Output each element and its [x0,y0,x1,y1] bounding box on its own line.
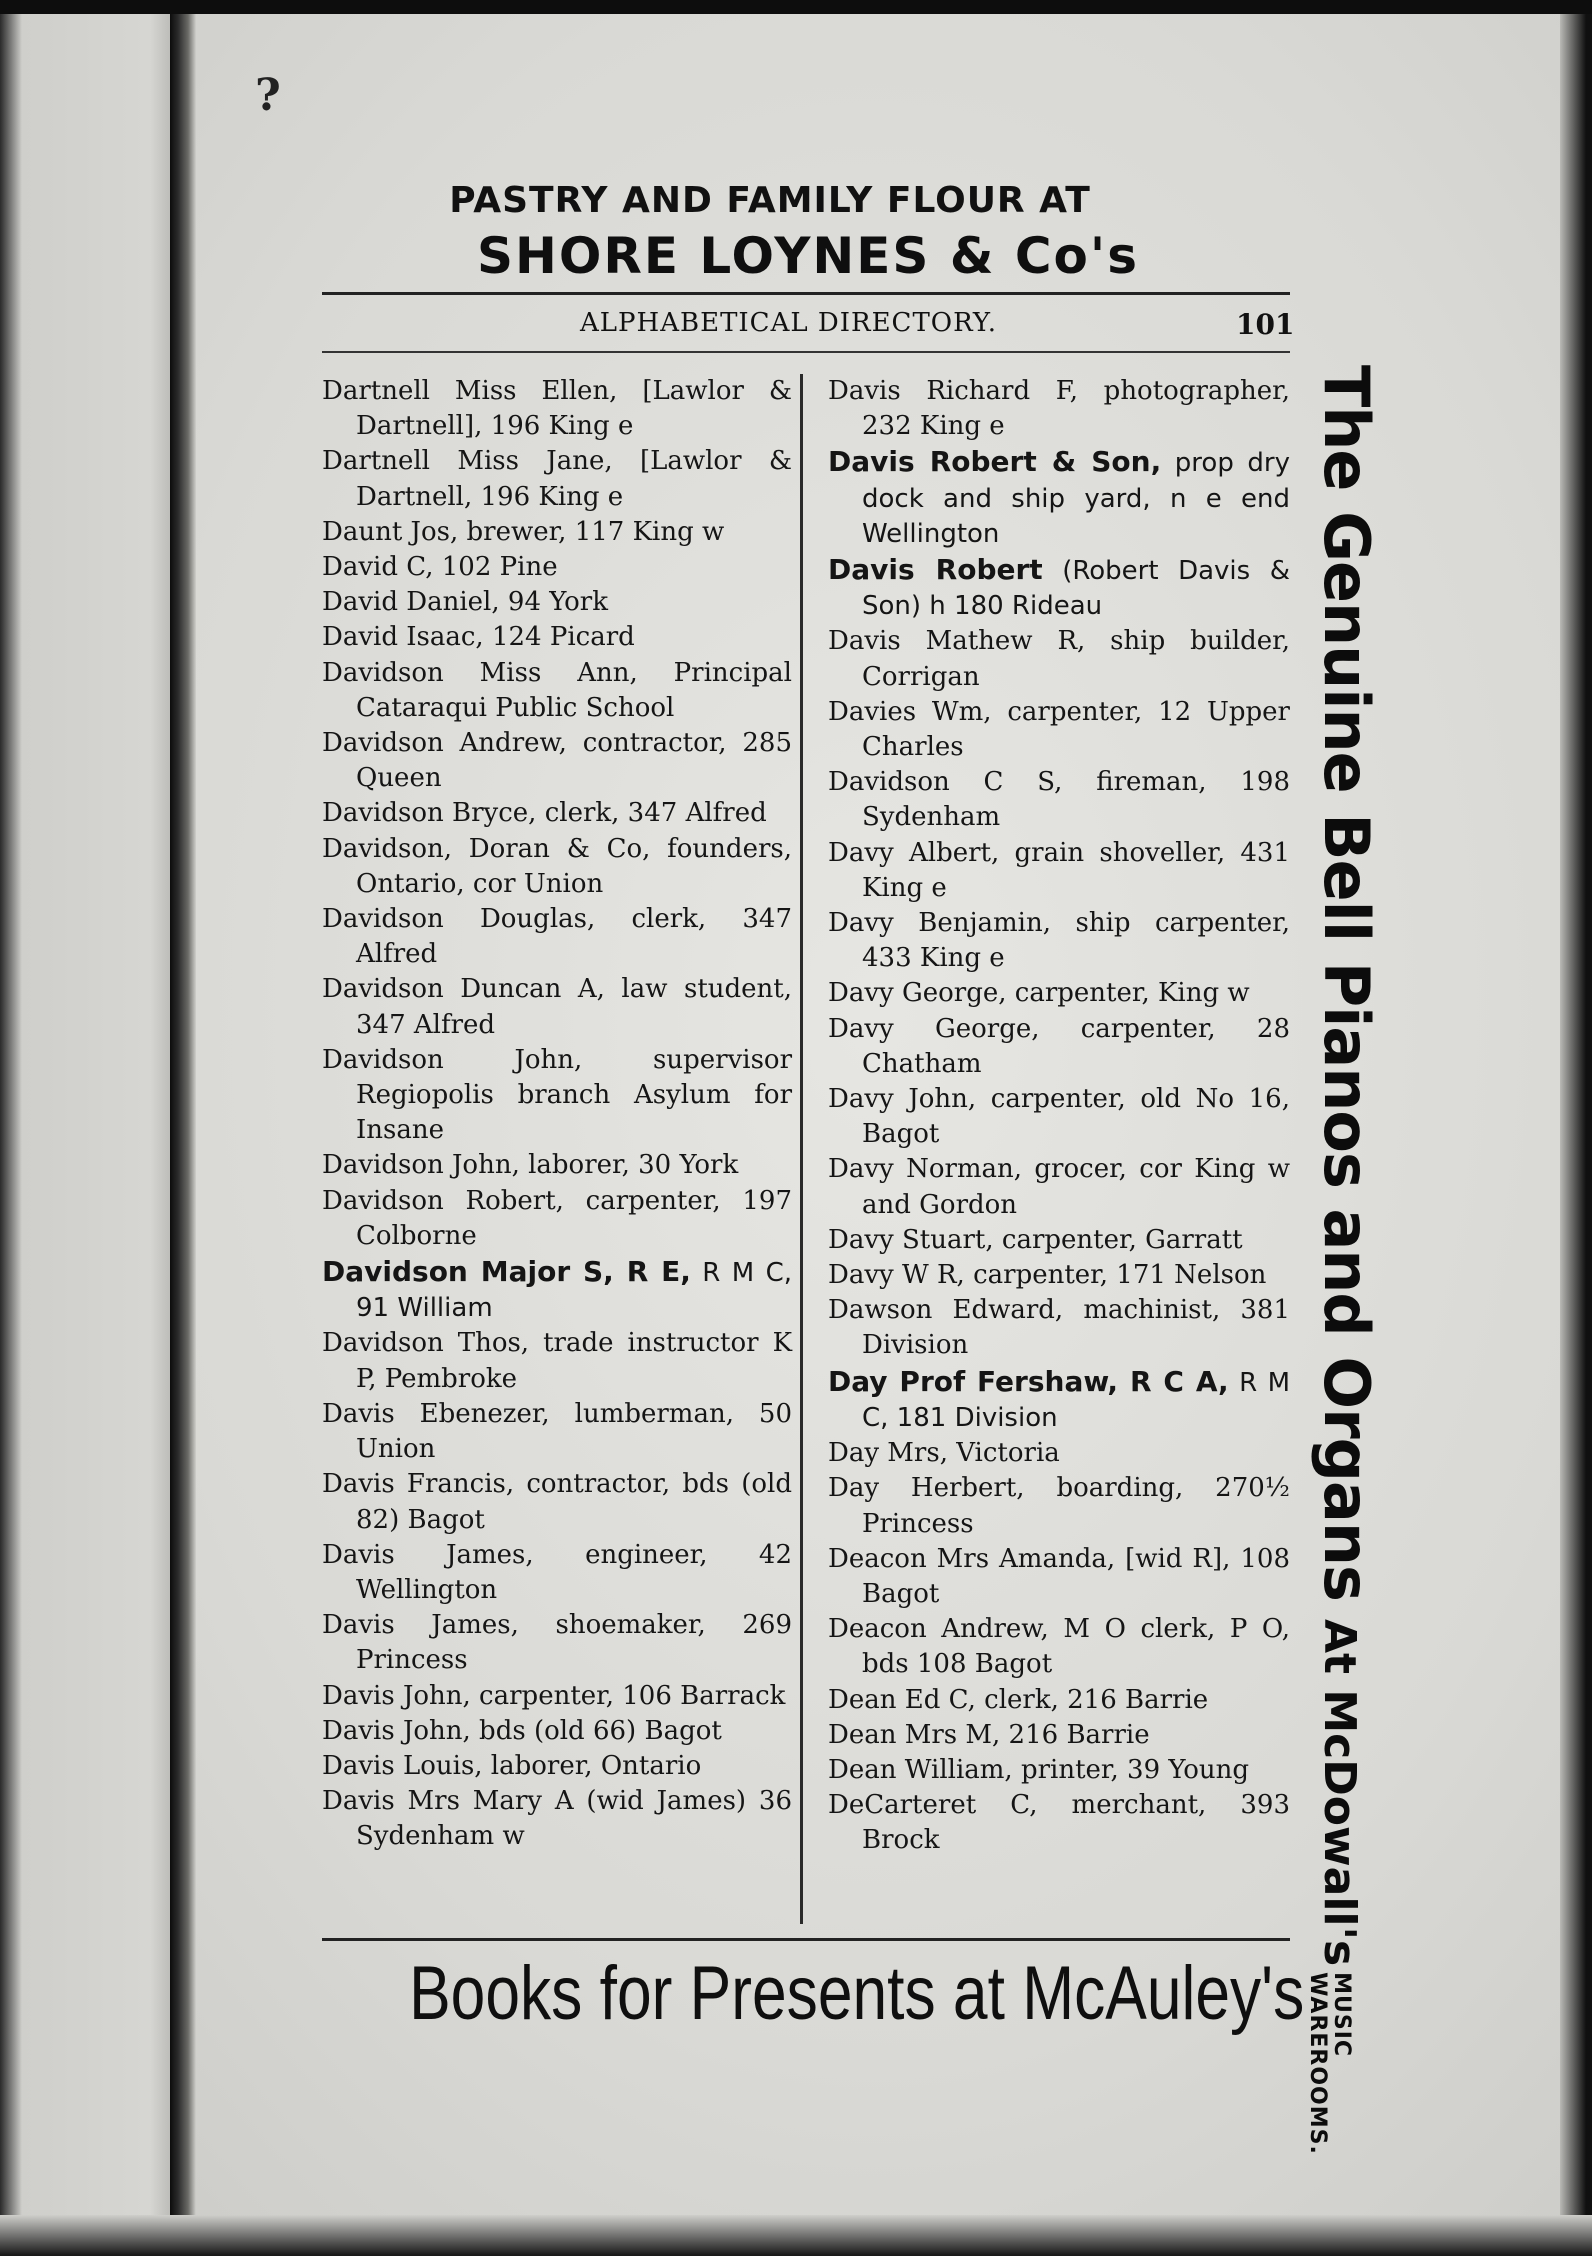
directory-entry: Davy W R, carpenter, 171 Nelson [828,1260,1267,1291]
directory-entry [828,1364,1290,1436]
directory-entry: Davis Ebenezer, lumberman, 50 Union [322,1398,792,1465]
directory-entry: Davy Albert, grain shoveller, 431 King e [828,837,1290,903]
directory-entry: David Isaac, 124 Picard [322,622,635,653]
directory-entry: Davis Mathew R, ship builder, Corrigan [828,626,1290,692]
directory-entry: Day Mrs, Victoria [828,1438,1060,1469]
entry-details: prop dry dock and ship yard, n e end Wellington [862,448,1290,549]
directory-entry: Davidson Andrew, contractor, 285 Queen [322,728,792,794]
directory-entry: Davis John, bds (old 66) Bagot [322,1715,722,1746]
directory-entry: Dawson Edward, machinist, 381 Division [828,1295,1290,1361]
directory-entry: Davis James, shoemaker, 269 Princess [322,1610,792,1676]
directory-entry: Davy Norman, grocer, cor King w and Gordon [828,1154,1290,1220]
left-column [322,374,792,1855]
subheader-rule [322,351,1290,353]
directory-entry: Deacon Mrs Amanda, [wid R], 108 Bagot [828,1543,1290,1609]
footer-rule [322,1938,1290,1941]
header-flour-ad: PASTRY AND FAMILY FLOUR AT [449,180,1091,221]
directory-entry: Davidson John, supervisor Regiopolis branch Asylum for Insane [322,1044,792,1146]
directory-entry: Davidson Bryce, clerk, 347 Alfred [322,798,767,829]
side-advert-line1: MUSIC [1329,1972,1355,2058]
directory-entry: David Daniel, 94 York [322,587,608,618]
right-column [828,374,1290,1859]
directory-entry: Davidson, Doran & Co, founders, Ontario, cor Union [322,833,792,899]
directory-entry: Davidson Thos, trade instructor K P, Pembroke [322,1328,792,1394]
directory-entry: Davidson C S, fireman, 198 Sydenham [828,767,1290,833]
directory-entry: Dartnell Miss Ellen, [Lawlor & Dartnell], 196 King e [322,376,792,442]
entry-name: Day Prof Fershaw, R C A, [828,1364,1229,1398]
footer-advert: Books for Presents at McAuley's [409,1951,1305,2036]
column-divider [800,374,803,1924]
book-gutter [170,0,196,2256]
entry-name: Davis Robert & Son, [828,445,1162,479]
directory-entry: Davy George, carpenter, 28 Chatham [828,1013,1290,1079]
header-shore-loynes: SHORE LOYNES & Co's [477,227,1139,285]
page-number: 101 [1236,308,1295,341]
entry-details: R M C, 181 Division [862,1367,1291,1433]
directory-entry: Davies Wm, carpenter, 12 Upper Charles [828,696,1290,763]
directory-entry: Davis Richard F, photographer, 232 King e [828,376,1290,442]
directory-entry: Dean William, printer, 39 Young [828,1754,1250,1785]
entry-details: R M C, 91 William [356,1258,792,1324]
directory-entry: Davidson John, laborer, 30 York [322,1150,739,1181]
right-page-edge [1560,0,1592,2256]
directory-entry: Day Herbert, boarding, 270½ Princess [828,1473,1290,1539]
top-page-edge [0,0,1592,14]
directory-entry: David C, 102 Pine [322,552,558,583]
directory-entry: Davis James, engineer, 42 Wellington [322,1539,792,1605]
directory-entry: Davidson Douglas, clerk, 347 Alfred [322,904,792,970]
directory-entry: Davidson Robert, carpenter, 197 Colborne [322,1185,792,1251]
side-advert [1305,365,1386,2155]
directory-entry: Dartnell Miss Jane, [Lawlor & Dartnell, 196 King e [322,446,792,512]
directory-entry [322,1254,792,1326]
directory-entry: Daunt Jos, brewer, 117 King w [322,516,725,547]
directory-entry: Davy Benjamin, ship carpenter, 433 King e [828,908,1290,974]
directory-entry: Davis Louis, laborer, Ontario [322,1750,702,1781]
directory-entry: Deacon Andrew, M O clerk, P O, bds 108 Bagot [828,1614,1290,1680]
directory-entry: Davy John, carpenter, old No 16, Bagot [828,1084,1290,1150]
directory-entry: Davis John, carpenter, 106 Barrack [322,1680,786,1711]
directory-entry [828,552,1290,624]
directory-entry: Davidson Miss Ann, Principal Cataraqui Public School [322,657,792,723]
side-advert-at: At McDowall's [1314,1618,1365,1967]
directory-entry: Dean Ed C, clerk, 216 Barrie [828,1684,1209,1715]
bottom-page-edge [0,2215,1592,2256]
directory-entry: Davis Francis, contractor, bds (old 82) Bagot [322,1469,792,1535]
entry-name: Davidson Major S, R E, [322,1255,691,1289]
directory-entry: Davy George, carpenter, King w [828,978,1250,1009]
directory-entry: Davis Mrs Mary A (wid James) 36 Sydenham w [322,1786,792,1852]
header-rule [322,292,1290,295]
directory-entry: Dean Mrs M, 216 Barrie [828,1719,1150,1750]
directory-entry: DeCarteret C, merchant, 393 Brock [828,1790,1290,1856]
facing-page-edge [0,0,178,2256]
directory-entry [828,444,1290,552]
side-advert-main: The Genuine Bell Pianos and Organs [1310,365,1383,1601]
directory-entry: Davy Stuart, carpenter, Garratt [828,1224,1243,1255]
side-advert-line2: WAREROOMS. [1305,1972,1331,2155]
directory-title: ALPHABETICAL DIRECTORY. [580,308,997,338]
entry-name: Davis Robert [828,553,1043,587]
entry-details: (Robert Davis & Son) h 180 Rideau [862,556,1290,622]
directory-entry: Davidson Duncan A, law student, 347 Alfred [322,974,792,1040]
stray-mark: ? [255,70,281,121]
